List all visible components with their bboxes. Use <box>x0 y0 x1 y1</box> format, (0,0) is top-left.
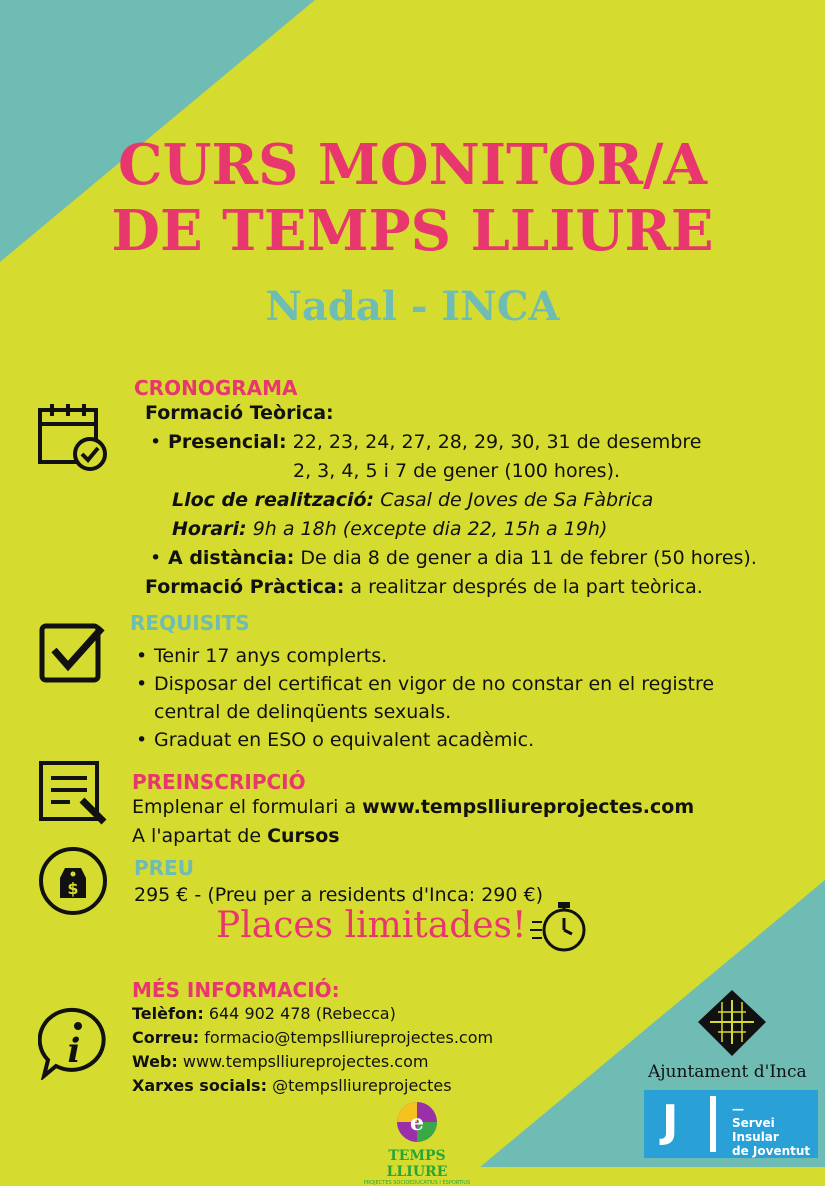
requisits-heading: REQUISITS <box>130 611 250 635</box>
servei-insular-logo <box>644 1090 818 1158</box>
lloc-value: Casal de Joves de Sa Fàbrica <box>380 489 654 511</box>
preinscripcio-url[interactable]: www.tempslliureprojectes.com <box>362 796 695 818</box>
places-limitades: Places limitades! <box>216 905 527 946</box>
servei-divider <box>710 1096 716 1152</box>
ajuntament-shield-icon <box>696 988 768 1058</box>
subtitle: Nadal - INCA <box>265 283 560 330</box>
svg-text:$: $ <box>67 879 79 898</box>
price-tag-icon <box>38 846 110 918</box>
lloc-label: Lloc de realització: <box>172 489 375 511</box>
web-value[interactable]: www.tempslliureprojectes.com <box>182 1052 429 1071</box>
checkbox-icon <box>38 620 108 684</box>
temps-lliure-logo <box>362 1100 472 1186</box>
temps-lliure-emblem <box>387 1100 447 1144</box>
requisit-2: Disposar del certificat en vigor de no constar en el registre <box>154 673 715 695</box>
distancia-label: A distància: <box>168 547 295 569</box>
requisit-1: Tenir 17 anys complerts. <box>154 645 388 667</box>
distancia-value: De dia 8 de gener a dia 11 de febrer (50 hores). <box>300 547 757 569</box>
servei-j-mark: J <box>662 1096 679 1147</box>
teorica-label: Formació Teòrica: <box>145 402 334 424</box>
tel-value[interactable]: 644 902 478 (Rebecca) <box>208 1004 396 1023</box>
presencial-dates-2: 2, 3, 4, 5 i 7 de gener (100 hores). <box>293 460 621 482</box>
stopwatch-icon <box>530 898 590 956</box>
title-line-1: CURS MONITOR/A <box>118 132 707 198</box>
social-label: Xarxes socials: <box>132 1076 267 1095</box>
temps-lliure-name: TEMPS LLIURE <box>386 1148 448 1180</box>
web-label: Web: <box>132 1052 178 1071</box>
preinscripcio-heading: PREINSCRIPCIÓ <box>132 770 306 794</box>
cronograma-heading: CRONOGRAMA <box>134 376 298 400</box>
social-value[interactable]: @tempslliureprojectes <box>272 1076 452 1095</box>
servei-insular-text: — Servei Insular de Joventut <box>732 1102 811 1158</box>
practica-label: Formació Pràctica: <box>145 576 345 598</box>
tel-label: Telèfon: <box>132 1004 204 1023</box>
calendar-icon <box>36 402 110 474</box>
ajuntament-name: Ajuntament d'Inca <box>648 1062 807 1082</box>
mail-value[interactable]: formacio@tempslliureprojectes.com <box>204 1028 494 1047</box>
preu-value: 295 € - (Preu per a residents d'Inca: 290 €) <box>134 884 544 906</box>
requisit-3: Graduat en ESO o equivalent acadèmic. <box>154 729 535 751</box>
preinscripcio-text: Emplenar el formulari a <box>132 796 357 818</box>
preu-heading: PREU <box>134 856 194 880</box>
info-icon <box>38 1006 112 1080</box>
requisit-2-cont: central de delinqüents sexuals. <box>154 701 452 723</box>
presencial-dates: 22, 23, 24, 27, 28, 29, 30, 31 de desembre <box>292 431 702 453</box>
svg-text:e: e <box>410 1110 424 1136</box>
info-heading: MÉS INFORMACIÓ: <box>132 978 340 1002</box>
horari-value: 9h a 18h (excepte dia 22, 15h a 19h) <box>252 518 608 540</box>
mail-label: Correu: <box>132 1028 200 1047</box>
preinscripcio-cursos: Cursos <box>267 825 340 847</box>
practica-value: a realitzar després de la part teòrica. <box>350 576 703 598</box>
presencial-label: Presencial: <box>168 431 287 453</box>
svg-text:i: i <box>67 1031 81 1071</box>
horari-label: Horari: <box>172 518 247 540</box>
form-icon <box>38 760 110 828</box>
temps-lliure-sub: PROJECTES SOCIOEDUCATIUS I ESPORTIUS <box>363 1180 471 1186</box>
preinscripcio-text-2: A l'apartat de <box>132 825 262 847</box>
title-line-2: DE TEMPS LLIURE <box>111 198 714 264</box>
